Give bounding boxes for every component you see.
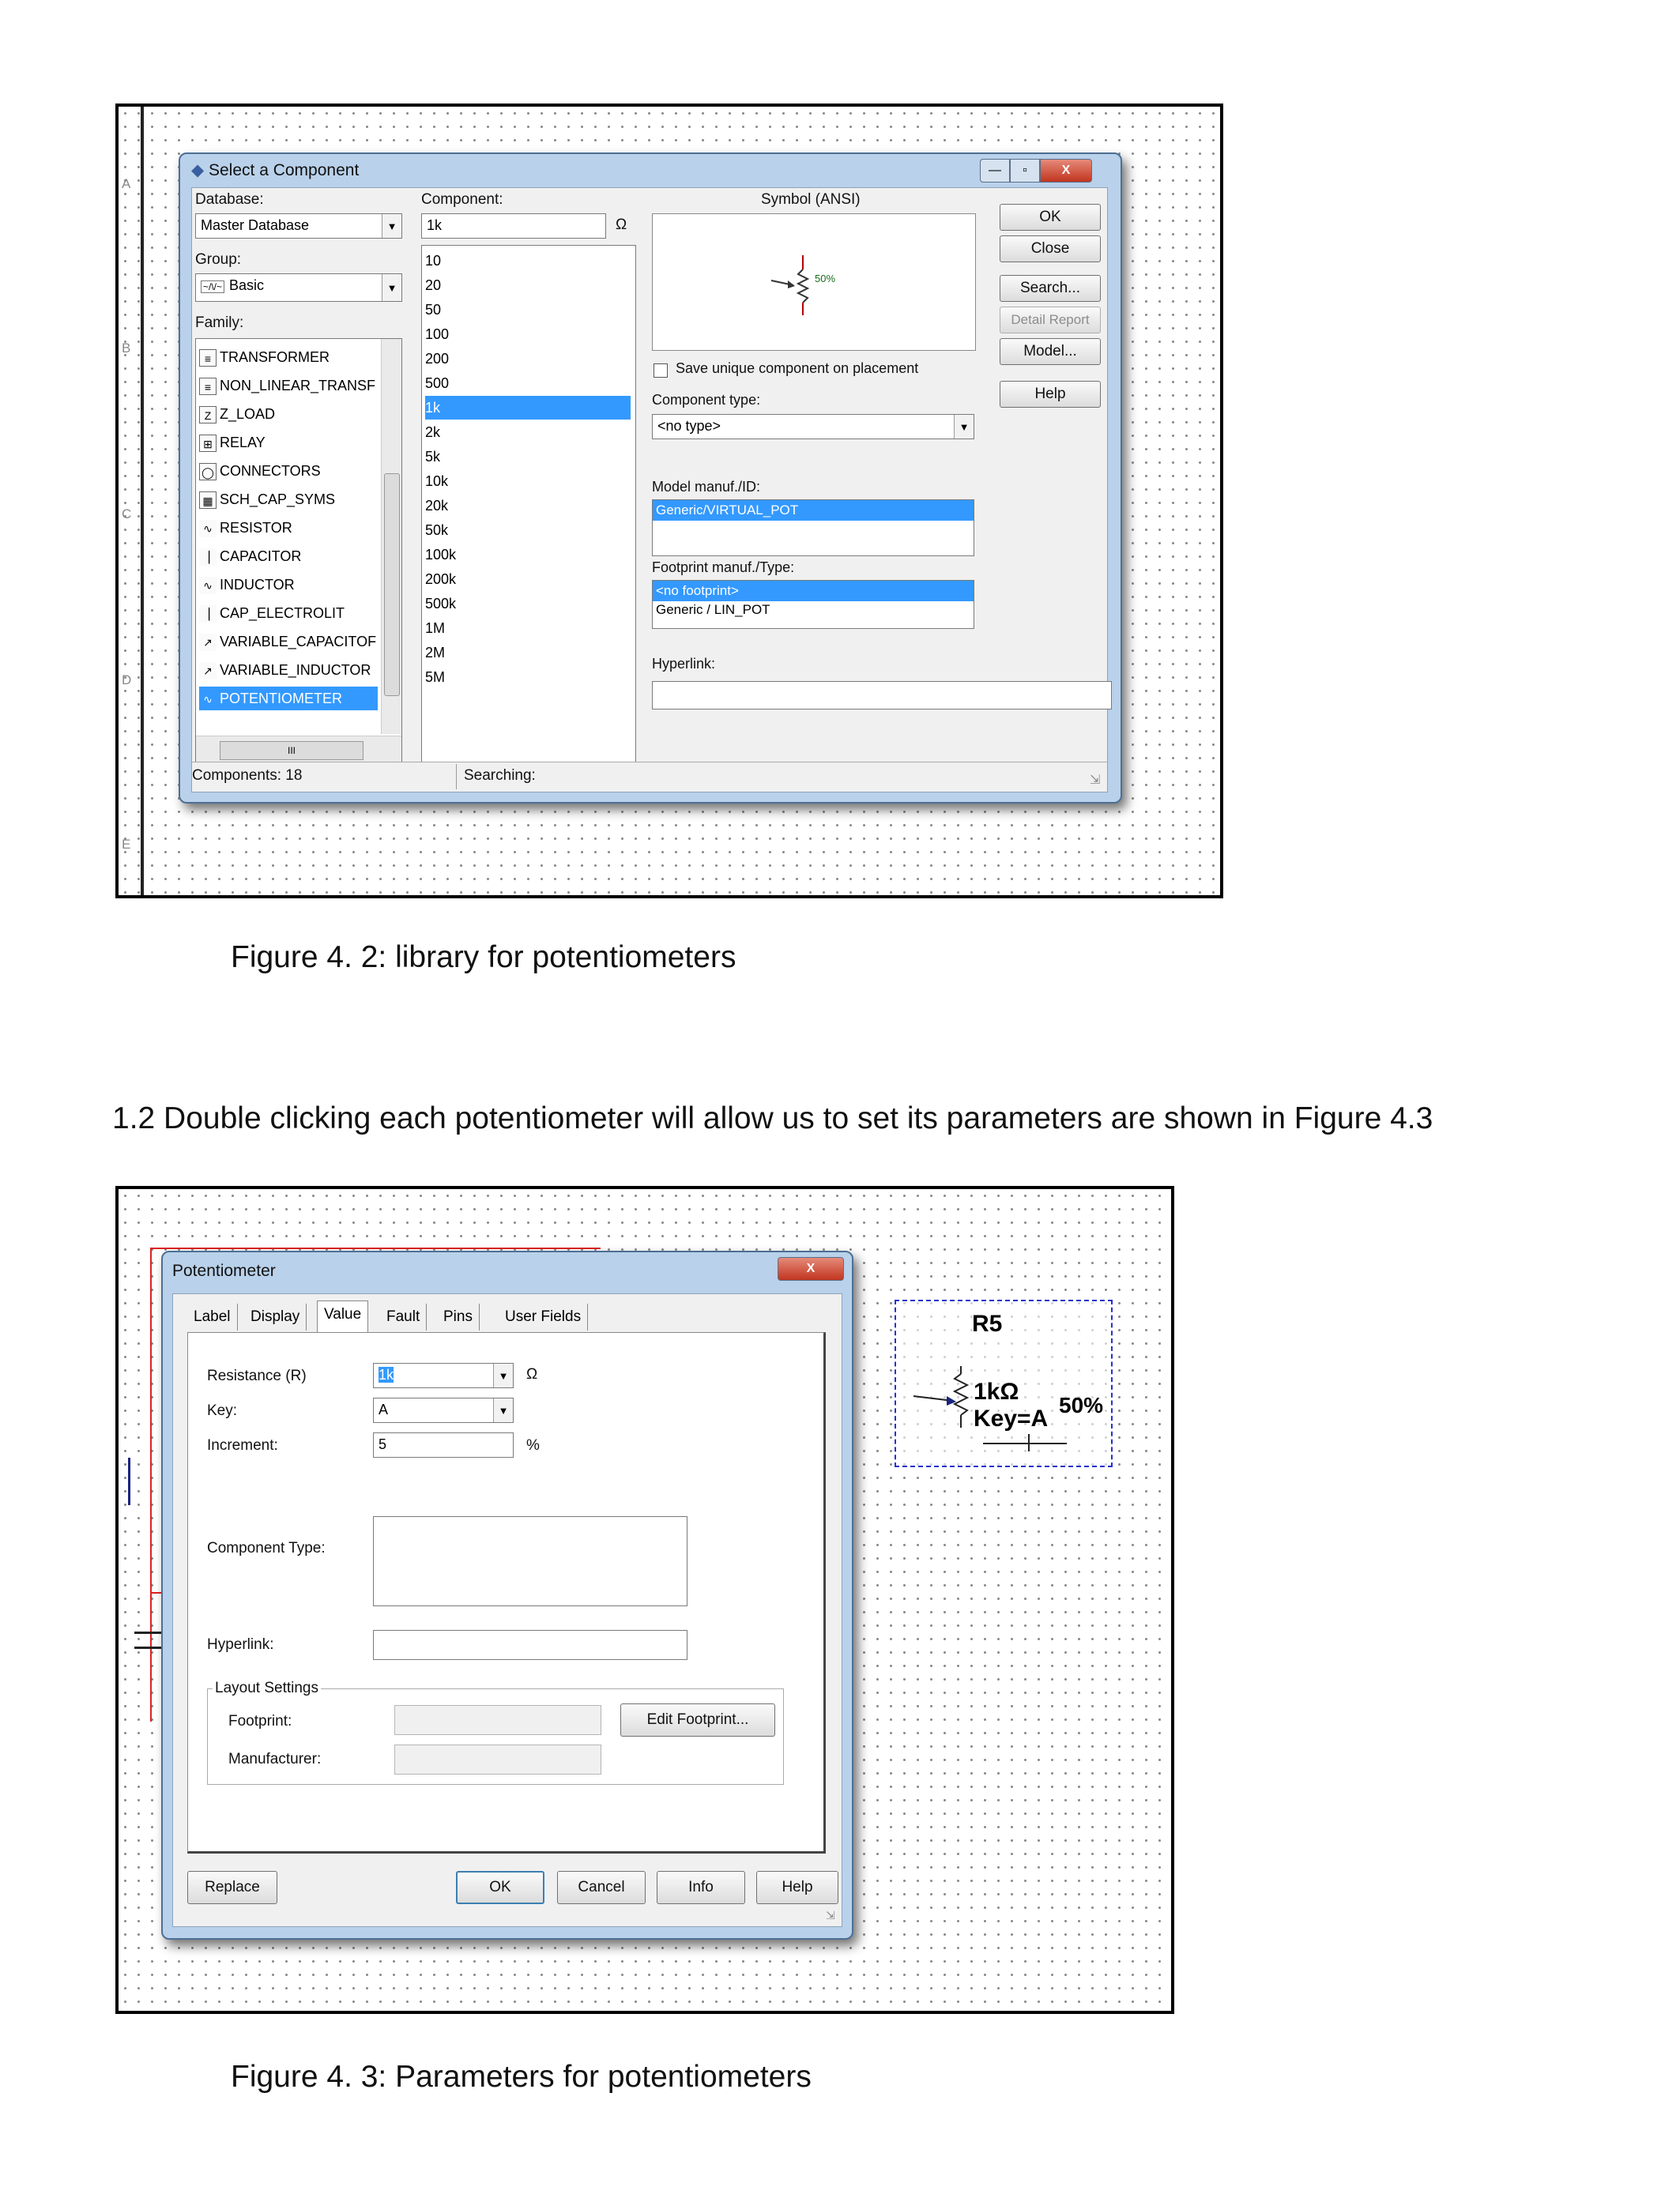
replace-button[interactable]: Replace (187, 1871, 277, 1904)
dialog-title: ◆ Select a Component (191, 161, 360, 179)
variable-inductor-icon: ↗ (199, 662, 217, 679)
chevron-down-icon: ▼ (382, 274, 401, 301)
footprint-label: Footprint manuf./Type: (652, 559, 795, 575)
component-item[interactable]: 10 (425, 253, 442, 269)
resistor-icon: ∿ (199, 520, 217, 537)
sheet-row-label: E (122, 837, 131, 852)
footprint-item[interactable]: Generic / LIN_POT (656, 602, 770, 617)
wiper-percent-label: 50% (1059, 1393, 1104, 1417)
edit-footprint-button[interactable]: Edit Footprint... (620, 1703, 775, 1737)
app-icon: ◆ (191, 161, 205, 179)
dialog-client-area (191, 187, 1108, 792)
component-item[interactable]: 500 (425, 375, 450, 391)
close-button[interactable]: X (1040, 159, 1092, 183)
sheet-row-label: A (122, 176, 131, 191)
chevron-down-icon: ▼ (493, 1364, 513, 1387)
component-input[interactable]: 1k (421, 213, 606, 239)
component-item[interactable]: 200k (425, 571, 457, 587)
family-item-transformer[interactable]: ≡ TRANSFORMER (199, 345, 330, 369)
hyperlink-input[interactable] (373, 1630, 687, 1660)
tab-user-fields[interactable]: User Fields (499, 1304, 588, 1331)
transformer-icon: ≡ (199, 349, 217, 367)
circuit-wire (150, 1248, 601, 1249)
group-label: Group: (195, 251, 242, 268)
search-button[interactable]: Search... (1000, 275, 1101, 302)
info-button[interactable]: Info (657, 1871, 745, 1904)
family-item-resistor[interactable]: ∿ RESISTOR (199, 516, 292, 540)
electrolytic-cap-icon: ⎥ (199, 605, 217, 623)
family-item-relay[interactable]: ⊞ RELAY (199, 431, 266, 454)
figure-4-2-screenshot (115, 104, 1223, 898)
tab-label[interactable]: Label (187, 1304, 238, 1331)
group-select[interactable]: ~/\/~ Basic ▼ (195, 273, 402, 302)
help-button[interactable]: Help (756, 1871, 838, 1904)
component-item[interactable]: 2M (425, 645, 446, 661)
close-button[interactable]: X (778, 1257, 844, 1281)
family-item-cap-electrolit[interactable]: ⎥ CAP_ELECTROLIT (199, 601, 345, 625)
inductor-icon: ∿ (199, 577, 217, 594)
model-label: Model manuf./ID: (652, 479, 761, 495)
ok-button[interactable]: OK (1000, 204, 1101, 231)
relay-icon: ⊞ (199, 435, 217, 452)
family-list[interactable] (195, 338, 402, 765)
detail-report-button[interactable]: Detail Report (1000, 307, 1101, 333)
close-dialog-button[interactable]: Close (1000, 235, 1101, 262)
hyperlink-input[interactable] (652, 681, 1112, 710)
status-divider (456, 764, 457, 789)
resistance-label: Resistance (R) (207, 1368, 307, 1384)
component-item[interactable]: 200 (425, 351, 450, 367)
component-item[interactable]: 5k (425, 449, 441, 465)
hyperlink-label: Hyperlink: (207, 1636, 274, 1653)
component-type-select[interactable]: <no type> ▼ (652, 414, 974, 439)
ohm-unit: Ω (526, 1366, 538, 1383)
family-item-sch-cap-syms[interactable]: ▦ SCH_CAP_SYMS (199, 487, 335, 511)
family-item-variable-inductor[interactable]: ↗ VARIABLE_INDUCTOR (199, 658, 371, 682)
potentiometer-symbol-icon (653, 214, 975, 350)
percent-unit: % (526, 1437, 540, 1454)
component-item[interactable]: 10k (425, 473, 449, 489)
reference-designator: R5 (972, 1311, 1003, 1337)
component-item-selected[interactable]: 1k (425, 396, 631, 420)
chevron-down-icon: ▼ (382, 214, 401, 238)
figure-4-2-caption: Figure 4. 2: library for potentiometers (231, 940, 736, 974)
tab-content (187, 1332, 826, 1854)
database-select[interactable]: Master Database ▼ (195, 213, 402, 239)
ok-button[interactable]: OK (456, 1871, 544, 1904)
figure-4-3-caption: Figure 4. 3: Parameters for potentiometers (231, 2060, 812, 2094)
manufacturer-label: Manufacturer: (228, 1751, 322, 1767)
select-component-dialog (179, 152, 1122, 804)
key-select[interactable]: A ▼ (373, 1398, 514, 1423)
increment-input[interactable]: 5 (373, 1432, 514, 1458)
symbol-preview (652, 213, 976, 351)
figure-4-3-screenshot (115, 1186, 1174, 2014)
sheet-row-label: B (122, 341, 131, 356)
model-item[interactable]: Generic/VIRTUAL_POT (653, 500, 974, 521)
tab-fault[interactable]: Fault (380, 1304, 427, 1331)
footprint-item[interactable]: <no footprint> (653, 581, 974, 601)
component-type-label: Component Type: (207, 1540, 326, 1556)
family-item-z-load[interactable]: Z Z_LOAD (199, 402, 275, 426)
footprint-label: Footprint: (228, 1713, 292, 1730)
component-item[interactable]: 5M (425, 669, 446, 685)
sch-cap-icon: ▦ (199, 491, 217, 509)
chevron-down-icon: ▼ (954, 415, 974, 439)
component-type-input[interactable] (373, 1516, 687, 1606)
family-item-non-linear-transformer[interactable]: ≡ NON_LINEAR_TRANSF (199, 374, 375, 397)
chevron-down-icon: ▼ (493, 1398, 513, 1422)
symbol-label: Symbol (ANSI) (761, 191, 861, 208)
family-vertical-scrollbar[interactable] (381, 339, 402, 734)
capacitor-icon: ⎥ (199, 548, 217, 566)
potentiometer-schematic-symbol[interactable] (895, 1300, 1113, 1467)
component-item[interactable]: 500k (425, 596, 457, 612)
database-label: Database: (195, 191, 264, 208)
layout-settings-label: Layout Settings (213, 1680, 321, 1697)
resize-grip-icon[interactable]: ⇲ (1090, 774, 1101, 787)
minimize-button[interactable]: — (980, 159, 1010, 183)
resistance-value-label: 1kΩ (974, 1379, 1019, 1405)
sheet-row-label: C (122, 506, 132, 521)
dialog-title: Potentiometer (172, 1262, 276, 1280)
component-item[interactable]: 1M (425, 620, 446, 636)
tab-pins[interactable]: Pins (437, 1304, 480, 1331)
sheet-border-left (141, 107, 144, 895)
sheet-row-label: D (122, 672, 132, 687)
family-label: Family: (195, 314, 244, 331)
tab-bar (187, 1304, 630, 1332)
family-item-inductor[interactable]: ∿ INDUCTOR (199, 573, 295, 597)
component-item[interactable]: 50k (425, 522, 449, 538)
save-unique-checkbox[interactable] (654, 363, 668, 378)
z-load-icon: Z (199, 406, 217, 423)
layout-settings-group (207, 1680, 784, 1785)
tab-value[interactable]: Value (317, 1300, 368, 1333)
component-type-label: Component type: (652, 392, 761, 408)
scroll-thumb[interactable] (384, 473, 400, 696)
transformer-icon: ≡ (199, 378, 217, 395)
family-item-capacitor[interactable]: ⎥ CAPACITOR (199, 544, 301, 568)
component-item[interactable]: 20 (425, 277, 442, 293)
status-searching: Searching: (464, 767, 536, 784)
increment-label: Increment: (207, 1437, 278, 1454)
help-button[interactable]: Help (1000, 381, 1101, 408)
save-unique-label: Save unique component on placement (676, 360, 919, 376)
basic-group-icon: ~/\/~ (201, 280, 224, 293)
family-item-variable-capacitor[interactable]: ↗ VARIABLE_CAPACITOF (199, 630, 376, 653)
hyperlink-label: Hyperlink: (652, 656, 716, 672)
component-item[interactable]: 2k (425, 424, 441, 440)
family-item-connectors[interactable]: ◯ CONNECTORS (199, 459, 321, 483)
potentiometer-dialog (161, 1251, 853, 1940)
potentiometer-icon: ∿ (203, 693, 213, 706)
variable-capacitor-icon: ↗ (199, 634, 217, 651)
paragraph-1-2: 1.2 Double clicking each potentiometer will allow us to set its parameters are shown in Figure 4.3 (112, 1101, 1433, 1135)
manufacturer-input[interactable] (394, 1745, 601, 1775)
component-label: Component: (421, 191, 503, 208)
cancel-button[interactable]: Cancel (557, 1871, 646, 1904)
component-item[interactable]: 20k (425, 498, 449, 514)
status-components: Components: 18 (192, 767, 303, 784)
component-list[interactable] (421, 245, 636, 765)
restore-button[interactable]: ▫ (1010, 159, 1040, 183)
scroll-thumb[interactable]: III (220, 741, 363, 760)
component-item[interactable]: 50 (425, 302, 442, 318)
resize-grip-icon[interactable]: ⇲ (826, 1909, 835, 1922)
resistance-input[interactable]: 1k ▼ (373, 1363, 514, 1388)
connector-icon: ◯ (199, 463, 217, 480)
family-horizontal-scrollbar[interactable] (196, 736, 401, 765)
status-bar (192, 762, 1107, 791)
ohm-unit: Ω (616, 216, 627, 233)
tab-display[interactable]: Display (244, 1304, 307, 1331)
model-button[interactable]: Model... (1000, 338, 1101, 365)
model-list[interactable] (652, 499, 974, 556)
footprint-list[interactable] (652, 580, 974, 629)
dialog-client-area (172, 1293, 842, 1927)
component-item[interactable]: 100 (425, 326, 450, 342)
component-item[interactable]: 100k (425, 547, 457, 563)
footprint-input[interactable] (394, 1705, 601, 1735)
family-item-potentiometer[interactable]: ∿ POTENTIOMETER (199, 687, 378, 710)
symbol-percent: 50% (815, 273, 836, 284)
key-value-label: Key=A (974, 1406, 1049, 1432)
key-label: Key: (207, 1402, 238, 1419)
